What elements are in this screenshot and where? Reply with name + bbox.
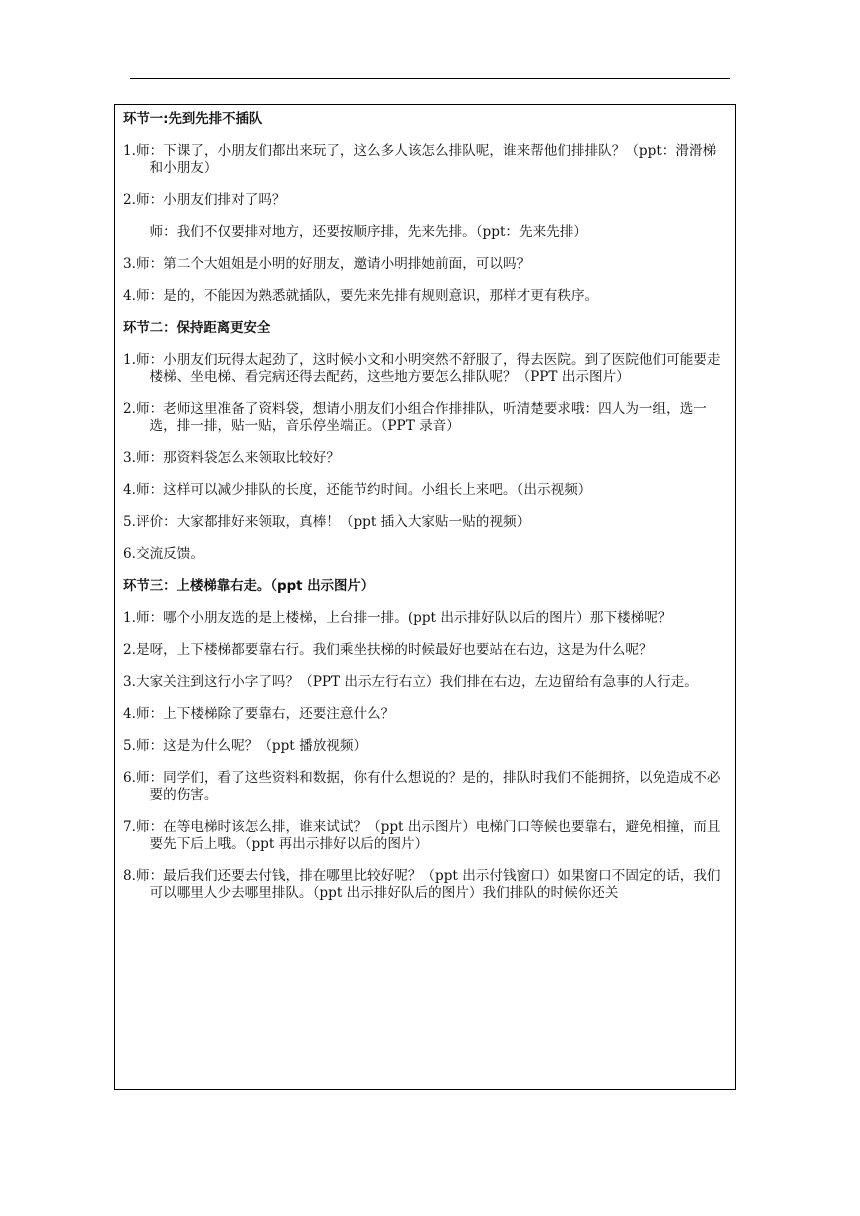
section2-item-4: 4.师：这样可以减少排队的长度，还能节约时间。小组长上来吧。（出示视频） [123,482,592,498]
section2-item-6: 6.交流反馈。 [123,546,204,562]
section2-item-5: 5.评价：大家都排好来领取，真棒！（ppt 插入大家贴一贴的视频） [123,514,531,530]
section3-item-3: 3.大家关注到这行小字了吗？（PPT 出示左行右立）我们排在右边，左边留给有急事的人行走。 [123,674,698,690]
section3-item-8: 8.师：最后我们还要去付钱，排在哪里比较好呢？（ppt 出示付钱窗口）如果窗口不固定的话，我们可以哪里人少去哪里排队。（ppt 出示排好队后的图片）我们排队的时候你还关 [123,868,721,901]
section-heading-1: 环节一:先到先排不插队 [123,112,263,127]
section-heading-2: 环节二：保持距离更安全 [123,321,271,336]
section2-item-3: 3.师：那资料袋怎么来领取比较好？ [123,450,340,466]
section-heading-3: 环节三：上楼梯靠右走。（ppt 出示图片） [123,579,375,594]
section3-item-6: 6.师：同学们，看了这些资料和数据，你有什么想说的？是的，排队时我们不能拥挤，以免造成不必要的伤害。 [123,770,721,803]
section2-item-2: 2.师：老师这里准备了资料袋，想请小朋友们小组合作排排队，听清楚要求哦：四人为一组，选一选，排一排，贴一贴，音乐停坐端正。（PPT 录音） [123,401,707,434]
section3-item-4: 4.师：上下楼梯除了要靠右，还要注意什么？ [123,706,395,722]
section1-item-1: 1.师：下课了，小朋友们都出来玩了，这么多人该怎么排队呢，谁来帮他们排排队？（ppt：滑滑梯和小朋友） [123,143,717,176]
section3-item-5: 5.师：这是为什么呢？（ppt 播放视频） [123,738,368,754]
section3-item-7: 7.师：在等电梯时该怎么排，谁来试试？（ppt 出示图片）电梯门口等候也要靠右，避免相撞，而且要先下后上哦。（ppt 再出示排好以后的图片） [123,819,721,852]
section3-item-1: 1.师：哪个小朋友选的是上楼梯，上台排一排。(ppt 出示排好队以后的图片）那下楼梯呢？ [123,610,672,626]
section1-item-4: 4.师：是的，不能因为熟悉就插队，要先来先排有规则意识，那样才更有秩序。 [123,288,599,304]
header-rule [130,78,730,79]
section1-item-2-followup: 师：我们不仅要排对地方，还要按顺序排，先来先排。（ppt：先来先排） [149,224,587,240]
section2-item-1: 1.师：小朋友们玩得太起劲了，这时候小文和小明突然不舒服了，得去医院。到了医院他们可能要走楼梯、坐电梯、看完病还得去配药，这些地方要怎么排队呢？（PPT 出示图片） [123,352,721,385]
lesson-content-cell [114,104,736,1090]
section1-item-2: 2.师：小朋友们排对了吗？ [123,192,286,208]
section3-item-2: 2.是呀，上下楼梯都要靠右行。我们乘坐扶梯的时候最好也要站在右边，这是为什么呢？ [123,642,653,658]
section1-item-3: 3.师：第二个大姐姐是小明的好朋友，邀请小明排她前面，可以吗？ [123,256,531,272]
